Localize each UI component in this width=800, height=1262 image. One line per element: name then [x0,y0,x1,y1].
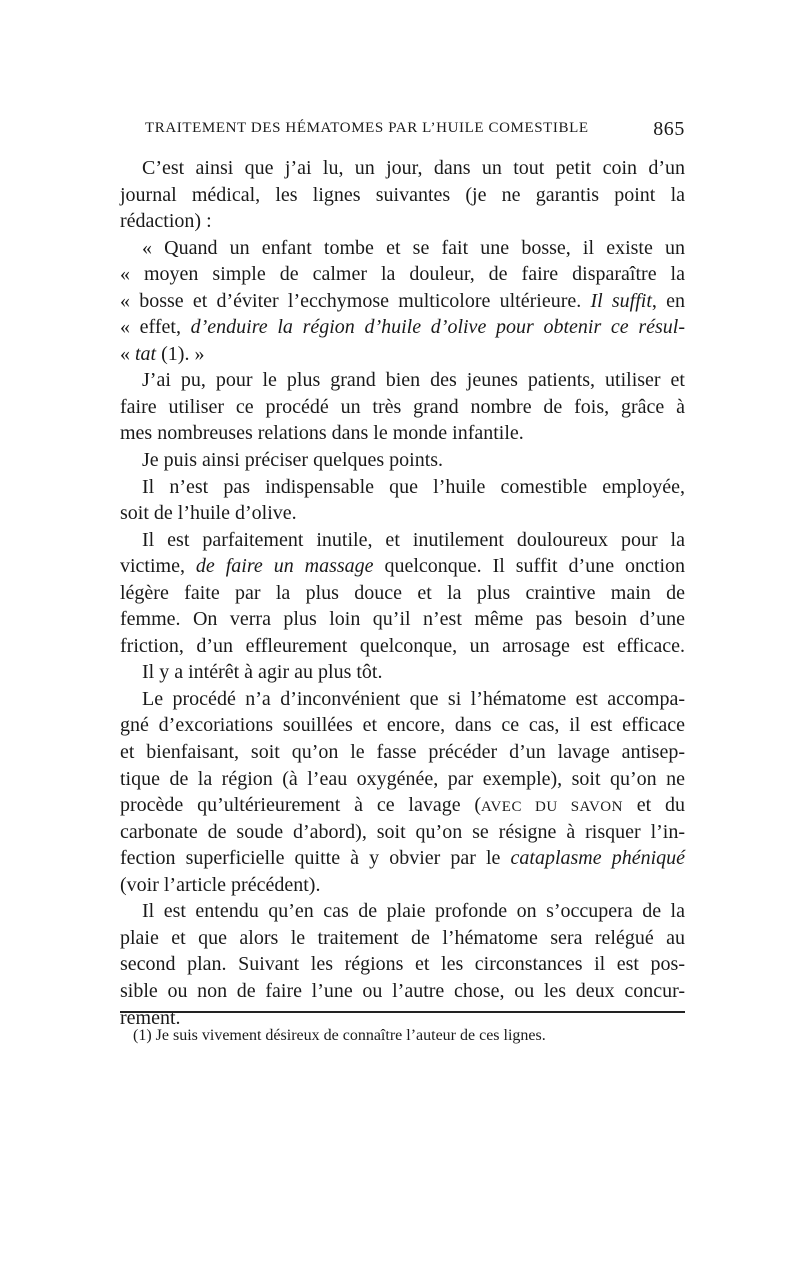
text-line: « bosse et d’éviter l’ecchymose multicolore ultérieure. Il suffit, en [120,289,685,312]
running-header [145,118,685,142]
text-line: (voir l’article précédent). [120,873,321,896]
text-line: fection superficielle quitte à y obvier par le cataplasme phéniqué [120,847,686,870]
text-line: carbonate de soude d’abord), soit qu’on se résigne à risquer l’in- [120,820,685,843]
text-line: procède qu’ultérieurement à ce lavage (AVEC DU SAVON et du [120,794,685,817]
text-line: journal médical, les lignes suivantes (je ne garantis point la [120,183,685,206]
text-line: Il est parfaitement inutile, et inutilement douloureux pour la [142,528,685,551]
text-line: second plan. Suivant les régions et les circonstances il est pos- [120,953,685,976]
page-number: 865 [653,118,685,140]
text-line: et bienfaisant, soit qu’on le fasse précéder d’un lavage antisep- [120,741,685,764]
text-line: « effet, d’enduire la région d’huile d’olive pour obtenir ce résul- [120,316,685,339]
text-line: Il n’est pas indispensable que l’huile comestible employée, [142,475,685,498]
running-title: TRAITEMENT DES HÉMATOMES PAR L’HUILE COMESTIBLE [145,120,589,136]
main-text [120,155,685,1031]
text-line: victime, de faire un massage quelconque. Il suffit d’une onction [120,555,685,578]
text-line: faire utiliser ce procédé un très grand nombre de fois, grâce à [120,395,685,418]
footnote: (1) Je suis vivement désireux de connaître l’auteur de ces lignes. [133,1027,546,1044]
text-line: « moyen simple de calmer la douleur, de faire disparaître la [120,263,685,286]
text-line: tique de la région (à l’eau oxygénée, par exemple), soit qu’on ne [120,767,685,790]
text-line: « Quand un enfant tombe et se fait une bosse, il existe un [142,236,685,259]
text-line: femme. On verra plus loin qu’il n’est même pas besoin d’une [120,608,685,631]
footnote-divider [120,1011,685,1013]
text-line: gné d’excoriations souillées et encore, dans ce cas, il est efficace [120,714,685,737]
text-line: sible ou non de faire l’une ou l’autre chose, ou les deux concur- [120,979,685,1002]
text-line: J’ai pu, pour le plus grand bien des jeunes patients, utiliser et [142,369,685,392]
text-line: Il y a intérêt à agir au plus tôt. [142,661,383,684]
text-line: soit de l’huile d’olive. [120,502,297,525]
text-line: rement. [120,1006,181,1029]
text-line: « tat (1). » [120,342,205,365]
text-line: friction, d’un effleurement quelconque, un arrosage est efficace. [120,634,685,657]
text-line: mes nombreuses relations dans le monde infantile. [120,422,524,445]
text-line: rédaction) : [120,210,212,233]
text-line: plaie et que alors le traitement de l’hématome sera relégué au [120,926,685,949]
text-line: Il est entendu qu’en cas de plaie profonde on s’occupera de la [142,900,685,923]
text-line: légère faite par la plus douce et la plus craintive main de [120,581,685,604]
text-line: Je puis ainsi préciser quelques points. [142,449,444,472]
text-line: C’est ainsi que j’ai lu, un jour, dans un tout petit coin d’un [142,157,685,179]
text-line: Le procédé n’a d’inconvénient que si l’hématome est accompa- [142,687,685,710]
